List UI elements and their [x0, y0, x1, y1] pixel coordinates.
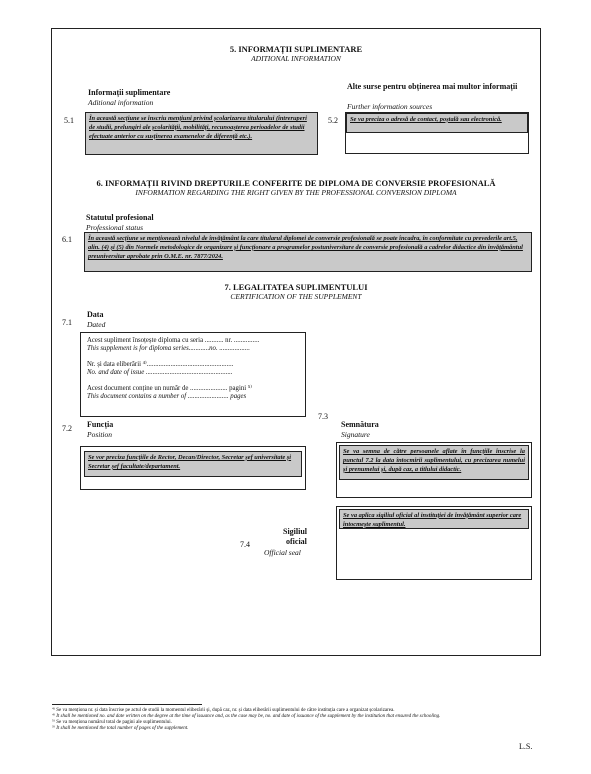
- section5-title-en: ADITIONAL INFORMATION: [251, 54, 341, 63]
- seal-label-1: Sigiliul: [283, 527, 308, 536]
- footnote-5-en: ⁵⁾ It shall be mentioned the total number of pages of the supplement.: [52, 726, 189, 731]
- supplement-details-box: [80, 332, 306, 417]
- additional-info-field[interactable]: În această secțiune se înscriu mențiuni privind școlarizarea titularului (întreruperi de studii, prelungiri ale școlarității, mobilități, recunoașterea perioadelor de studii efectuate anterior cu susținerea examenelor de diferență etc.).: [85, 112, 318, 155]
- page-count-line-en: This document contains a number of ........................ pages: [87, 393, 247, 400]
- diploma-series-line: Acest supliment însoțește diploma cu seria ........... nr. ...............: [87, 337, 260, 344]
- issue-number-line: Nr. și data eliberării ⁴⁾...................................................: [87, 361, 234, 368]
- item-7-1-number: 7.1: [62, 318, 72, 327]
- item-5-2-number: 5.2: [328, 116, 338, 125]
- signature-box: [336, 442, 532, 498]
- signature-field[interactable]: Se va semna de către persoanele aflate în funcțiile înscrise la punctul 7.2 la data întocmirii suplimentului, cu precizarea numelui și prenumelui și, după caz, a titlului didactic.: [339, 445, 529, 480]
- professional-status-label: Statutul profesional: [86, 213, 154, 222]
- seal-box: [336, 506, 532, 580]
- issue-number-line-en: No. and date of issue ...................................................: [87, 369, 233, 376]
- further-sources-label-en: Further information sources: [347, 102, 433, 111]
- professional-status-field[interactable]: În această secțiune se menționează nivelul de învățământ la care titularul diplomei de conversie profesională se poate încadra, în conformitate cu prevederile art.5, alin. (4) și (5) din Normele metodologice de organizare și funcționare a programelor postuniversitare de conversie profesională a cadrelor didactice din învățământul preuniversitar aprobate prin O.M.E. nr. 7877/2024.: [84, 232, 532, 272]
- professional-status-label-en: Professional status: [86, 223, 144, 232]
- seal-label-2: oficial: [286, 537, 307, 546]
- footnote-4: ⁴⁾ Se va menționa nr. și data înscrise pe actul de studii la momentul eliberării și, după caz, nr. și data eliberării suplimentului de către instituția care a organizat școlarizarea.: [52, 708, 395, 713]
- footnote-5: ⁵⁾ Se va menționa numărul total de pagini ale suplimentului.: [52, 720, 172, 725]
- position-box: [80, 446, 306, 490]
- further-sources-field[interactable]: Se va preciza o adresă de contact, poștală sau electronică.: [346, 113, 528, 133]
- additional-info-label-en: Aditional information: [88, 98, 154, 107]
- signature-label-en: Signature: [341, 430, 370, 439]
- item-5-1-number: 5.1: [64, 116, 74, 125]
- item-7-4-number: 7.4: [240, 540, 250, 549]
- item-7-3-number: 7.3: [318, 412, 328, 421]
- footnotes: [52, 708, 522, 732]
- further-sources-label: Alte surse pentru obținerea mai multor informații: [347, 82, 518, 91]
- position-field[interactable]: Se vor preciza funcțiile de Rector, Decan/Director, Secretar șef universitate și Secretar șef facultate/departament.: [84, 451, 302, 477]
- section7-title: 7. LEGALITATEA SUPLIMENTULUI: [224, 282, 368, 292]
- position-label-en: Position: [87, 430, 113, 439]
- section6-title: 6. INFORMAȚII RIVIND DREPTURILE CONFERITE DE DIPLOMA DE CONVERSIE PROFESIONALĂ: [96, 178, 496, 188]
- footnote-separator: [52, 704, 202, 705]
- additional-info-label: Informații suplimentare: [88, 88, 171, 97]
- date-label: Data: [87, 310, 104, 319]
- diploma-series-line-en: This supplement is for diploma series............no. ..................: [87, 345, 250, 352]
- seal-field[interactable]: Se va aplica sigiliul oficial al instituției de învățământ superior care întocmește suplimentul.: [339, 509, 529, 529]
- section6-title-en: INFORMATION REGARDING THE RIGHT GIVEN BY THE PROFESSIONAL CONVERSION DIPLOMA: [135, 188, 457, 197]
- further-sources-box: [345, 112, 529, 154]
- page-count-line: Acest document conține un număr de ...................... pagini ⁵⁾: [87, 385, 252, 392]
- seal-label-en: Official seal: [264, 548, 301, 557]
- item-6-1-number: 6.1: [62, 235, 72, 244]
- signature-label: Semnătura: [341, 420, 379, 429]
- item-7-2-number: 7.2: [62, 424, 72, 433]
- date-label-en: Dated: [87, 320, 106, 329]
- ls-mark: L.S.: [519, 742, 533, 751]
- section5-title: 5. INFORMAȚII SUPLIMENTARE: [229, 44, 363, 54]
- footnote-4-en: ⁴⁾ It shall be mentioned no. and date written on the degree at the time of issuance and, as the case may be, no. and date of issuance of the supplement by the institution that ensured the schooling.: [52, 714, 441, 719]
- section7-title-en: CERTIFICATION OF THE SUPPLEMENT: [230, 292, 362, 301]
- position-label: Funcția: [87, 420, 114, 429]
